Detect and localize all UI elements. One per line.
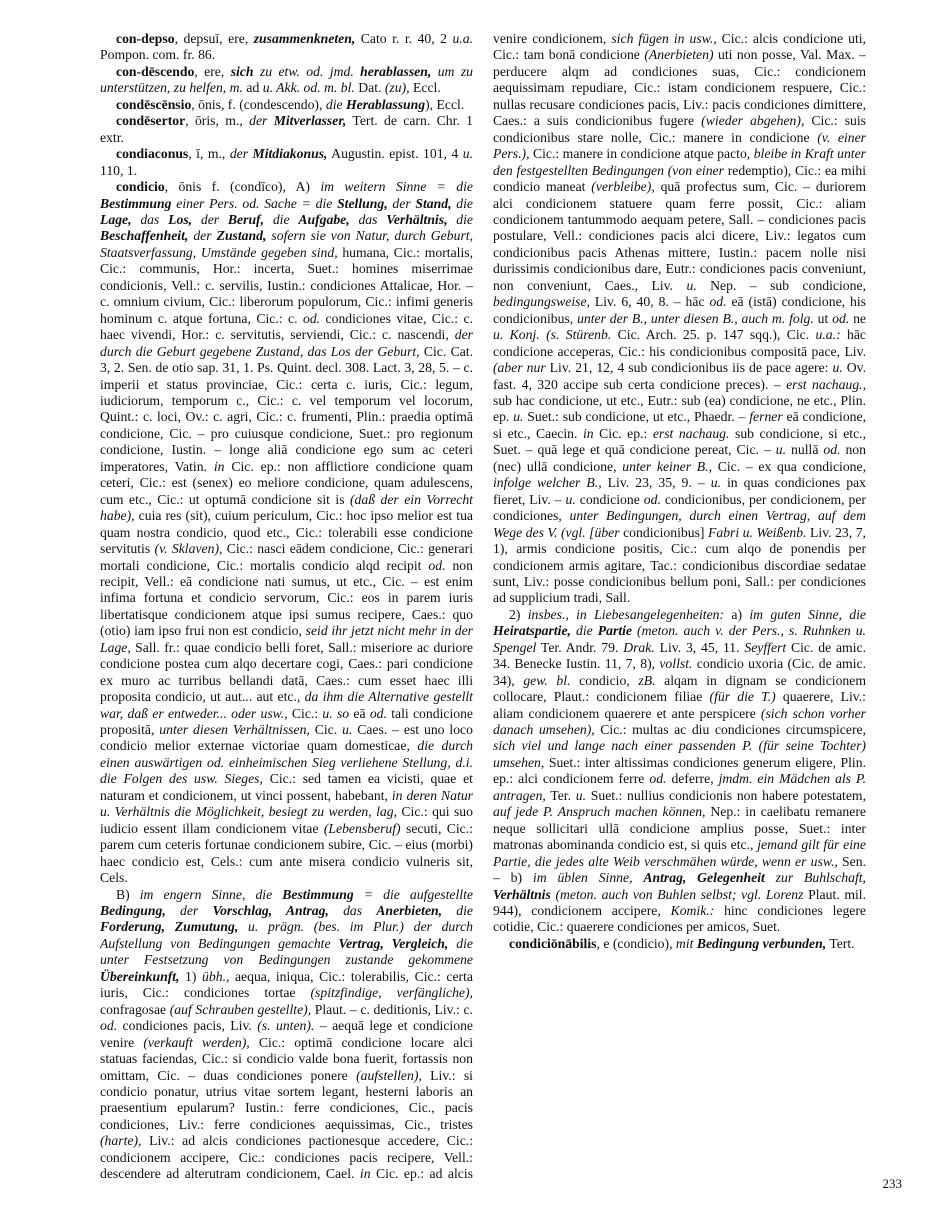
text-run: u. Konj. (s. Stürenb. [493,327,612,343]
text-run: (verbleibe), [591,179,655,195]
text-run: u. so [322,705,350,721]
text-run: confragosae [100,1001,170,1017]
text-run: Tert. [826,935,855,951]
text-run: sich viel und lange nach einer passenden P. (für seine Tochter) umsehen, [493,738,866,770]
headword: con-depso [116,31,175,46]
text-run: in quas condiciones pax fieret, Liv. – [493,475,866,507]
text-run: ut [813,310,833,326]
text-run: 1) [179,968,203,984]
text-run: ne [849,310,866,326]
text-run: (sich schon vorher danach umsehen), [493,705,866,738]
text-run: Cic. ep.: ad alcis venire condicionem, [370,31,612,1182]
text-run: (verkauft werden), [143,1034,250,1050]
text-run: Seyffert [744,639,787,655]
text-run: od. [832,310,850,326]
text-run: secuti, Cic.: parem cum ceteris fortunae condicionem subire, Cic. – eius (morbi) haec condicio est, Cels.: cum ante misera condicio vulneris sit, Cels. [100,820,473,886]
text-run: Cato r. r. 40, 2 [355,31,453,46]
text-run: Ov. fast. 4, 320 accipe sub certa condicione preces). – [493,360,866,392]
text-run: Zustand, [216,228,267,244]
text-run: Dat. [354,80,385,96]
text-run: Pompon. com. fr. 86. [100,47,216,63]
text-run: , e (condicio), [596,935,676,951]
text-run: Heiratspartie, [493,623,571,639]
headword: condēscēnsio [116,96,192,112]
text-run: Sen. – b) [493,853,866,886]
text-run: (auf Schrauben gestellte), [169,1001,312,1017]
text-run: Vorschlag, Antrag, [212,903,329,919]
text-run: – aequā lege et condicione venire [100,1018,473,1050]
text-run: in deren Natur u. Verhältnis die Möglichkeit, besiegt zu werden, lag, [100,787,473,820]
text-run: = die aufgestellte [353,886,473,902]
text-run: (spitzfindige, verfängliche), [310,985,473,1001]
text-run: od. [709,294,727,310]
text-run: Stand, [415,195,452,211]
text-run: Stellung, [337,195,388,211]
text-run: Cic.: qui suo iudicio essent illam condicionem vitae [100,804,473,836]
text-run: sofern sie von Natur, durch Geburt, Staatsverfassung, Umstände gegeben sind, [100,228,473,260]
text-run: Tert. de carn. Chr. 1 extr. [100,113,473,145]
text-run: non (nec) ullā condicione, [493,442,866,474]
text-run: Komik.: [670,903,715,919]
text-run: der [229,146,253,162]
text-run: , ere, [194,63,231,79]
text-run: , depsuī, ere, [174,31,254,46]
headword: condēsertor [116,113,186,129]
text-run: die [442,903,473,919]
text-run: Beschaffenheit, [100,228,189,244]
text-run: einer Pers. od. Sache = die [171,195,338,211]
headword: condicio [116,179,165,195]
text-run: der durch die Geburt gegebene Zustand, das Los der Geburt, [100,327,473,359]
text-run: seid ihr jetzt nicht mehr in der Lage, [100,623,473,655]
text-run: in [582,425,594,441]
text-run: übh., [202,968,230,984]
text-run: (aufstellen), [356,1067,422,1083]
text-run: zusammenkneten, [253,31,356,46]
text-run: Liv. 3, 45, 11. [654,639,745,655]
text-run: od. [369,705,387,721]
text-run: Cic. de amic. 34. Benecke Iustin. 11, 7, 8), [493,639,866,672]
text-run: Suet.: inter altissimas condiciones generum eligere, Plin. ep.: alci condicionem ferre [493,754,866,787]
headword: condiciōnābilis [509,935,597,951]
text-run: u. [575,787,587,803]
entry-condesertor [100,113,473,146]
text-run: ad [242,80,263,96]
text-run: (v. einer Pers.), [493,129,866,162]
text-run: Eccl. [409,80,441,96]
text-run: Liv. 21, 12, 4 sub condicionibus iis de pace agere: [545,360,833,376]
text-run: die [325,96,346,112]
text-run: ), Eccl. [425,96,465,112]
text-run: u. [775,442,787,458]
entry-condicio-A [100,179,473,886]
text-run: eā condicione, si etc., Caecin. [493,409,866,441]
text-run: herablassen, [360,63,432,79]
text-run: Caes. – est uno loco condicio melior externae victoriae quam domesticae, [100,722,473,754]
text-run: unter der B., unter diesen B., auch m. folg. [577,310,814,326]
text-run: hāc condicione acceperas, Cic.: his condicionibus compositā pace, Liv. [493,327,866,359]
text-run: Los, [168,211,193,227]
text-run: alqam in dignam se condicionem collocare, Plaut.: condicionem filiae [493,672,866,705]
text-run: u. [342,722,353,738]
text-run: sich fügen in usw., [611,31,717,46]
text-run: sub condicione, si etc., Suet. – quā lege et quā condicione pereat, Cic. – [493,425,866,458]
text-run: insbes., in Liebesangelegenheiten: [527,606,725,622]
text-run: Cic.: [287,705,323,721]
headword: con-dēscendo [116,63,195,79]
text-run: condicio uxoria (Cic. de amic. 34), [493,656,866,688]
text-run: Cic.: multas ac diu condiciones circumspicere, [594,722,866,738]
text-run: od. [823,442,841,458]
text-run: u. [686,277,697,293]
text-run: die unter Festsetzung von Bedingungen zustande gekommene [100,935,473,968]
text-run: od. [649,771,667,787]
text-run: eā (istā) condicione, his condicionibus, [493,294,866,326]
text-run: Mitdiakonus, [252,146,328,162]
entry-condepso [100,31,473,64]
text-run: Drak. [623,639,655,655]
text-run: die [264,211,299,227]
text-run: Partie [597,623,632,639]
text-run: , ōnis f. (condīco), A) [164,179,321,195]
text-run: Plaut. mil. 944), condicionem accipere, [493,886,866,919]
text-run: zu etw. od. jmd. [253,63,361,79]
text-run: condicionibus] [619,524,708,540]
text-run: Bedingung, [100,903,166,919]
text-run: (meton. auch v. der Pers., s. Ruhnken u. Spengel [493,623,866,655]
text-run: condiciones pacis, Liv. [117,1018,258,1034]
text-run: Mitverlasser, [273,113,347,129]
text-run: condicione [575,491,644,507]
text-run: u. [710,475,721,491]
text-run: (harte), [100,1133,142,1149]
text-run: quā profectus sum, Cic. – duriorem alci condicionem statuere quam ferre possit, Cic.: aliam condicionem tantummodo aequam petere, Sall. – condiciones pacis postulare, Vell.: condiciones pacis alci dicere, Liv.: legatos cum condicionibus pacis Athenas mittere, Iustin.: pacem nolle nisi durissimis condicionibus dare, Eutr.: condiciones pacis conveniunt, non conveniunt, Caes., Liv. [493,179,866,293]
text-run: Cic.: manere in condicione atque pacto, [529,146,754,162]
text-run: 2) [509,606,528,622]
text-run: im guten Sinne, die [749,606,866,622]
text-run: Augustin. epist. 101, 4 [327,146,463,162]
text-run: Sall. fr.: quae condicio belli foret, Sall.: miseriore ac duriore condicione postea cum alqo decertare cogi, Caes.: pari condicione ex muro ac turribus bellandi datā, Caes.: cum esset haec illi proposita condicio, ut aut... aut etc., [100,639,473,705]
text-run: od. [643,491,661,507]
text-run: im engern Sinne, die [139,886,283,902]
text-run: hinc condiciones legere cotidie, Cic.: quaerere condiciones per amicos, Suet. [493,903,866,935]
text-run: bedingungsweise, [493,294,590,310]
text-run: Liv. 23, 7, 1), armis condicione positis, Cic.: cum alqo de ponendis per condicionem armis agitare, Tac.: condicionibus discordiae sedatae sunt, Liv.: posse condicionibus bellum poni, Sall.: per condiciones ad supplicium tradi, Sall. [493,524,866,606]
text-run: jemand gilt für eine Partie, die jedes alte Weib verschmähen würde, wenn er usw., [493,837,866,869]
text-run: Beruf, [227,211,265,227]
text-run: ferner [749,409,783,425]
text-run: erst nachaug., [786,376,866,392]
dictionary-text [100,31,866,1189]
text-run: deferre, [666,771,719,787]
text-run: Nep. – sub condicione, [696,277,866,293]
text-run: Cic. – ex qua condicione, [712,458,866,474]
text-run: sich [230,63,254,79]
text-run: , ōnis, f. (condescendo), [191,96,326,112]
text-run: Antrag, Gelegenheit [643,870,765,886]
text-run: condicio, [570,672,639,688]
text-run: da ihm die Alternative gestellt war, daß er entweder... oder usw., [100,689,473,721]
text-run: od. [428,557,446,573]
text-run: gew. bl. [523,672,571,688]
entry-condescensio [100,97,473,113]
text-run: die [570,623,598,639]
text-run: Cic.: nasci eādem condicione, Cic.: generari mortali condicione, Cic.: mortalis condicio alqd recipit [100,541,473,573]
text-run: Ter. Andr. 79. [536,639,624,655]
text-run: die [447,211,474,227]
text-run: Herablassung [346,96,426,112]
text-run: Forderung, Zumutung, [100,919,239,935]
text-run: (v. Sklaven), [154,541,223,557]
text-run: Aufgabe, [298,211,350,227]
text-run: das [131,211,169,227]
text-run: um zu unterstützen, zu helfen, m. [100,63,473,96]
text-run: , ōris, m., [185,113,250,129]
text-run: Bedingung verbunden, [696,935,827,951]
text-run: der [249,113,274,129]
text-run: (s. unten). [257,1018,315,1034]
text-run: Suet.: nullius condicionis non habere potestatem, [586,787,866,803]
text-run: auf jede P. Anspruch machen können, [493,804,706,820]
text-run: Nep.: in caelibatu remanere neque sollicitari ullā condicione amplius posse, Suet.: inter matronas abominanda condicio est, si quis etc., [493,804,866,853]
text-run: Liv.: ad alcis condiciones pactionesque accedere, Cic.: condicionem accipere, Cic.: condiciones pacis recipere, Vell.: descendere ad alterutram condicionem, Cael. [100,1133,473,1182]
text-run: Bestimmung [282,886,354,902]
text-run: condiciones vitae, Cic.: c. haec vivendi, Hor.: c. servitutis, serviendi, Cic.: c. nascendi, [100,310,473,343]
text-run: (aber nur [493,360,546,376]
text-run: infolge welcher B., [493,475,602,491]
text-run: od. [100,1018,118,1034]
entry-condicionabilis [493,936,866,952]
text-run: Vertrag, Vergleich, [338,935,449,951]
text-run: u. [832,360,843,376]
text-run: Verhältnis [493,886,551,902]
text-run: in [213,458,225,474]
text-run: Cic. Arch. 25. p. 147 sqq.), Cic. [611,327,816,343]
text-run: Cic. ep.: [593,425,653,441]
text-run: die [451,195,473,211]
text-run: (für die T.) [709,689,776,705]
entry-condiaconus [100,146,473,179]
text-run: Cic. Cat. 3, 2. Sen. de otio sap. 31, 1. Ps. Quint. decl. 308. Lact. 3, 28, 5. – c. imperii et status provinciae, Cic.: certa c. iuris, Cic.: legum, iudiciorum, temporum c., Cic.: c. vel temporum vel locorum, Quint.: c. loci, Ov.: c. agri, Cic.: c. frumenti, Plin.: praedia optimā condicione, Cic. – pro cuiusque condicione, Suet.: pro regionum condicione, Iustin. – longe aliā condicione ego sum ac ceteri imperatores, Vatin. [100,343,474,474]
text-run: Liv. 6, 40, 8. – hāc [589,294,710,310]
text-run: u. Akk. od. m. bl. [262,80,355,96]
text-run: u.a. [452,31,473,46]
text-run: das [328,903,377,919]
text-run: bleibe in Kraft unter den festgestellten Bedingungen (von einer [493,146,866,178]
text-run: Ter. [545,787,576,803]
text-run: der [192,211,228,227]
text-run: condicionibus, per condicionem, per condiciones, [493,491,866,524]
text-run: Cic. ep.: non afflictiore condicione quam ceteri, Cic.: est (senex) eo meliore condicione, quam adulescens, cum etc., Cic.: ut optumā condicione sit is [100,458,473,507]
text-run: Verhältnis, [386,211,448,227]
text-run: vollst. [659,656,693,672]
text-run: Suet.: sub condicione, ut etc., Phaedr. – [523,409,750,425]
text-run: uti non posse, Val. Max. – perducere alqm ad condiciones suas, Cic.: condicionem aequissimam repudiare, Cic.: istam condicionem respuere, Cic.: nullas recusare condiciones pacis, Liv.: pacis condiciones dimittere, Caes.: a suis condicionibus fugere [493,47,866,129]
text-run: Fabri u. Weißenb. [707,524,807,540]
text-run: der [188,228,217,244]
text-run: humana, Cic.: mortalis, Cic.: communis, Hor.: incerta, Suet.: homines miserrimae condicionis, Vell.: c. servilis, Iustin.: condiciones Attalicae, Hor. – c. omnium civium, Cic.: liberorum populorum, Cic.: infimi generis hominum c. atque fortuna, Cic.: c. [100,244,473,326]
text-run: B) [116,886,140,902]
text-run: Liv. 23, 35, 9. – [601,475,711,491]
text-run: u. [513,409,524,425]
text-run: Anerbieten, [376,903,443,919]
text-run: (daß der ein Vorrecht habe), [100,491,473,524]
text-run: od. [302,310,321,326]
text-run: sub hac condicione, ut etc., Eutr.: sub (ea) condicione, ne etc., Plin. ep. [493,392,866,425]
text-run: 110, 1. [100,162,138,178]
text-run: der [387,195,416,211]
text-run: Übereinkunft, [100,968,180,984]
text-run: Cic.: alcis condicione uti, Cic.: tam bonā condicione [493,31,866,63]
text-run: die durch einen auswärtigen od. einheimischen Sieg verliehene Stellung, d.i. die Folgen des usw. Sieges, [100,738,473,787]
text-run: cuia res (sit), cuium periculum, Cic.: hoc ipso melior est tua quam nostra condicio, quod etc., Cic.: tolerabili esse condicione servitutis [100,508,473,557]
text-run: Liv.: si condicio ponatur, utrius vitae sortem legant, hesterni laboris an praesentium epularum? Iustin.: ferre condiciones, Cic., pacis condiciones, Liv.: ferre condiciones aequissimas, Cic., tristes [100,1067,473,1132]
text-run: (Anerbieten) [644,47,714,63]
text-run: Cic.: optimā condicione locare alci statuas faciendas, Cic.: si condicio valde bona fuerit, fortassis non omittam, Cic. – duas condiciones ponere [100,1034,474,1083]
text-run: eā [349,705,370,721]
text-run: jmdm. ein Mädchen als P. antragen, [493,771,866,803]
entry-condescendo [100,64,473,97]
headword: condiaconus [116,146,189,162]
text-run: in [359,1166,371,1182]
text-run: u. [565,491,576,507]
text-run: a) [724,606,750,622]
text-run: Plaut. – c. deditionis, Liv.: c. [311,1001,473,1017]
text-run: zur Buhlschaft, [764,870,866,886]
text-run: unter diesen Verhältnissen, [159,722,310,738]
text-run: erst nachaug. [652,425,730,441]
text-run: Cic. [309,722,343,738]
text-run: unter keiner B., [622,458,712,474]
text-run: u. [462,146,473,162]
text-run: u. prägn. (bes. im Plur.) der durch Aufstellung von Bedingungen gemachte [100,919,473,951]
text-run: im üblen Sinne, [532,870,644,886]
text-run: Cic.: suis condicionibus stare nolle, Cic.: manere in condicione [493,113,866,145]
text-run: (meton. auch von Buhlen selbst; vgl. Lorenz [550,886,804,902]
text-run: unter Bedingungen, durch einen Vertrag, auf dem Wege des V. (vgl. [über [493,508,866,540]
text-run: nullā [786,442,824,458]
text-run: (Lebensberuf) [323,820,401,836]
text-run: mit [675,935,697,951]
text-run: Bestimmung [100,195,172,211]
text-run: (zu), [384,80,410,96]
text-run: , ī, m., [188,146,230,162]
text-run: das [349,211,387,227]
text-run: Lage, [100,211,132,227]
text-run: aequa, iniqua, Cic.: tolerabilis, Cic.: certa iuris, Cic.: condiciones tortae [100,968,473,1001]
text-run: (wieder abgehen), [701,113,805,129]
text-run: quaerere, Liv.: aliam condicionem quaerere et ante perspicere [493,689,866,721]
text-run: tali condicione propositā, [100,705,474,738]
text-run: zB. [638,672,656,688]
page-number: 233 [882,1176,902,1191]
text-run: Cic.: sed tamen ea vicisti, quae et naturam et condicionem, ut vinci possent, habebant, [100,771,473,803]
entry-condicio-2 [493,607,866,936]
text-run: u.a.: [815,327,841,343]
text-run: der [165,903,213,919]
text-run: redemptio), Cic.: ea mihi condicio maneat [493,162,866,195]
text-run: im weitern Sinne = die [320,179,473,195]
text-run: non recipit, Vell.: eā condicione nati sumus, ut etc., Cic. – est enim infima fortuna et condicio servorum, Cic.: eos in parem iuris libertatisque condicionem atque ipsi sumus recipere, Caes.: quo (otio) iam ipso frui non est condicio, [100,557,473,639]
